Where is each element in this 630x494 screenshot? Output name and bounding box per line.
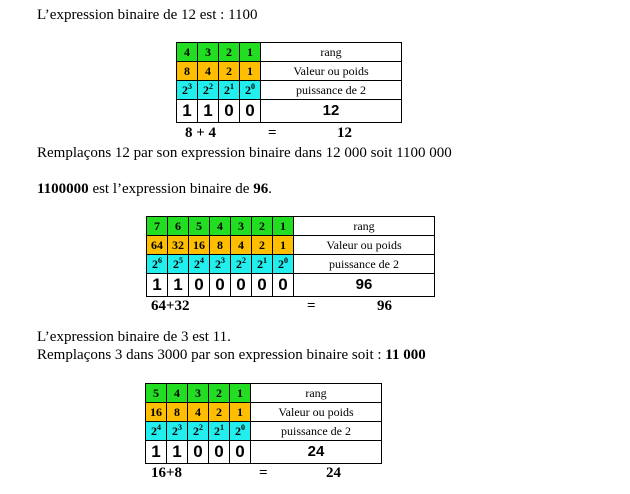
power-base: 2 <box>278 257 284 271</box>
power-label: puissance de 2 <box>294 255 435 274</box>
weight-cell: 64 <box>147 236 168 255</box>
power-cell <box>198 81 219 100</box>
sum-equals-12: = <box>268 125 277 141</box>
result-text-end: . <box>268 181 272 197</box>
rank-cell: 1 <box>273 217 294 236</box>
decimal-value-cell: 24 <box>251 441 382 464</box>
bit-cell: 0 <box>231 274 252 297</box>
weight-label: Valeur ou poids <box>294 236 435 255</box>
rank-cell: 5 <box>189 217 210 236</box>
rank-cell: 1 <box>230 384 251 403</box>
decimal-value-cell: 96 <box>294 274 435 297</box>
bit-cell: 0 <box>210 274 231 297</box>
power-base: 2 <box>193 424 199 438</box>
power-base: 2 <box>236 257 242 271</box>
rank-row <box>177 43 402 62</box>
power-exponent: 1 <box>220 423 224 432</box>
power-cell <box>231 255 252 274</box>
binary-row <box>177 100 402 123</box>
power-cell <box>167 422 188 441</box>
power-base: 2 <box>172 424 178 438</box>
rank-cell: 4 <box>167 384 188 403</box>
power-exponent: 0 <box>251 82 255 91</box>
bit-cell: 1 <box>198 100 219 123</box>
power-exponent: 5 <box>179 256 183 265</box>
binary-row <box>146 441 382 464</box>
bit-cell: 0 <box>189 274 210 297</box>
weight-cell: 8 <box>210 236 231 255</box>
binary-table-24 <box>145 383 382 464</box>
power-cell <box>189 255 210 274</box>
weight-cell: 4 <box>231 236 252 255</box>
rank-row <box>147 217 435 236</box>
rank-cell: 5 <box>146 384 167 403</box>
binary-row <box>147 274 435 297</box>
binary-11000: 11 000 <box>385 347 426 363</box>
power-cell <box>188 422 209 441</box>
power-base: 2 <box>151 424 157 438</box>
power-exponent: 2 <box>242 256 246 265</box>
power-row <box>146 422 382 441</box>
decimal-96: 96 <box>253 181 269 197</box>
sum-equals-24: = <box>259 465 268 481</box>
power-exponent: 2 <box>209 82 213 91</box>
rank-cell: 3 <box>231 217 252 236</box>
sum-value-96: 96 <box>377 298 392 314</box>
result-text-mid: est l’expression binaire de <box>88 181 254 197</box>
intro-text-3: L’expression binaire de 3 est 11. <box>37 329 231 345</box>
power-base: 2 <box>235 424 241 438</box>
weight-cell: 1 <box>273 236 294 255</box>
result-text-96 <box>37 180 272 198</box>
replace-text-12000: Remplaçons 12 par son expression binaire dans 12 000 soit 1100 000 <box>37 145 452 161</box>
bit-cell: 0 <box>252 274 273 297</box>
power-cell <box>230 422 251 441</box>
power-exponent: 3 <box>221 256 225 265</box>
power-exponent: 6 <box>158 256 162 265</box>
weight-cell: 8 <box>167 403 188 422</box>
bit-cell: 1 <box>147 274 168 297</box>
rank-cell: 1 <box>240 43 261 62</box>
bit-cell: 0 <box>230 441 251 464</box>
bit-cell: 0 <box>240 100 261 123</box>
weight-cell: 4 <box>198 62 219 81</box>
rank-cell: 3 <box>198 43 219 62</box>
bit-cell: 0 <box>219 100 240 123</box>
bit-cell: 0 <box>188 441 209 464</box>
bit-cell: 1 <box>177 100 198 123</box>
power-cell <box>168 255 189 274</box>
power-base: 2 <box>214 424 220 438</box>
weight-cell: 2 <box>252 236 273 255</box>
rank-label: rang <box>261 43 402 62</box>
rank-cell: 3 <box>188 384 209 403</box>
bit-cell: 1 <box>167 441 188 464</box>
weight-cell: 1 <box>240 62 261 81</box>
power-base: 2 <box>257 257 263 271</box>
power-cell <box>146 422 167 441</box>
power-base: 2 <box>224 83 230 97</box>
sum-value-24: 24 <box>326 465 341 481</box>
weight-cell: 32 <box>168 236 189 255</box>
binary-1100000: 1100000 <box>37 181 89 197</box>
sum-expression-96: 64+32 <box>151 298 190 314</box>
power-label: puissance de 2 <box>251 422 382 441</box>
weight-row <box>147 236 435 255</box>
weight-cell: 2 <box>209 403 230 422</box>
weight-label: Valeur ou poids <box>251 403 382 422</box>
weight-cell: 2 <box>219 62 240 81</box>
bit-cell: 0 <box>209 441 230 464</box>
power-row <box>147 255 435 274</box>
rank-cell: 7 <box>147 217 168 236</box>
power-exponent: 1 <box>263 256 267 265</box>
power-cell <box>177 81 198 100</box>
rank-cell: 2 <box>252 217 273 236</box>
sum-expression-24: 16+8 <box>151 465 183 481</box>
power-base: 2 <box>245 83 251 97</box>
weight-cell: 16 <box>189 236 210 255</box>
rank-cell: 4 <box>177 43 198 62</box>
bit-cell: 1 <box>146 441 167 464</box>
intro-text-12: L’expression binaire de 12 est : 1100 <box>37 7 258 23</box>
power-cell <box>240 81 261 100</box>
sum-equals-96: = <box>307 298 316 314</box>
rank-label: rang <box>294 217 435 236</box>
decimal-value-cell: 12 <box>261 100 402 123</box>
weight-row <box>177 62 402 81</box>
weight-label: Valeur ou poids <box>261 62 402 81</box>
weight-cell: 16 <box>146 403 167 422</box>
bit-cell: 1 <box>168 274 189 297</box>
power-exponent: 2 <box>199 423 203 432</box>
power-exponent: 1 <box>230 82 234 91</box>
power-exponent: 3 <box>178 423 182 432</box>
power-exponent: 4 <box>200 256 204 265</box>
power-base: 2 <box>194 257 200 271</box>
power-exponent: 3 <box>188 82 192 91</box>
binary-table-12 <box>176 42 402 123</box>
power-exponent: 0 <box>284 256 288 265</box>
power-exponent: 4 <box>157 423 161 432</box>
power-label: puissance de 2 <box>261 81 402 100</box>
power-base: 2 <box>182 83 188 97</box>
weight-cell: 4 <box>188 403 209 422</box>
binary-table-96 <box>146 216 435 297</box>
power-base: 2 <box>203 83 209 97</box>
sum-expression-12: 8 + 4 <box>185 125 217 141</box>
power-cell <box>147 255 168 274</box>
weight-row <box>146 403 382 422</box>
rank-label: rang <box>251 384 382 403</box>
power-cell <box>209 422 230 441</box>
weight-cell: 1 <box>230 403 251 422</box>
rank-cell: 2 <box>219 43 240 62</box>
rank-cell: 2 <box>209 384 230 403</box>
rank-cell: 6 <box>168 217 189 236</box>
power-exponent: 0 <box>241 423 245 432</box>
power-base: 2 <box>173 257 179 271</box>
power-cell <box>252 255 273 274</box>
power-row <box>177 81 402 100</box>
power-base: 2 <box>152 257 158 271</box>
rank-cell: 4 <box>210 217 231 236</box>
power-cell <box>273 255 294 274</box>
power-base: 2 <box>215 257 221 271</box>
replace-text-3000 <box>37 346 426 364</box>
weight-cell: 8 <box>177 62 198 81</box>
bit-cell: 0 <box>273 274 294 297</box>
replace-text-3000-main: Remplaçons 3 dans 3000 par son expression binaire soit : <box>37 347 386 363</box>
sum-value-12: 12 <box>337 125 352 141</box>
rank-row <box>146 384 382 403</box>
power-cell <box>210 255 231 274</box>
power-cell <box>219 81 240 100</box>
